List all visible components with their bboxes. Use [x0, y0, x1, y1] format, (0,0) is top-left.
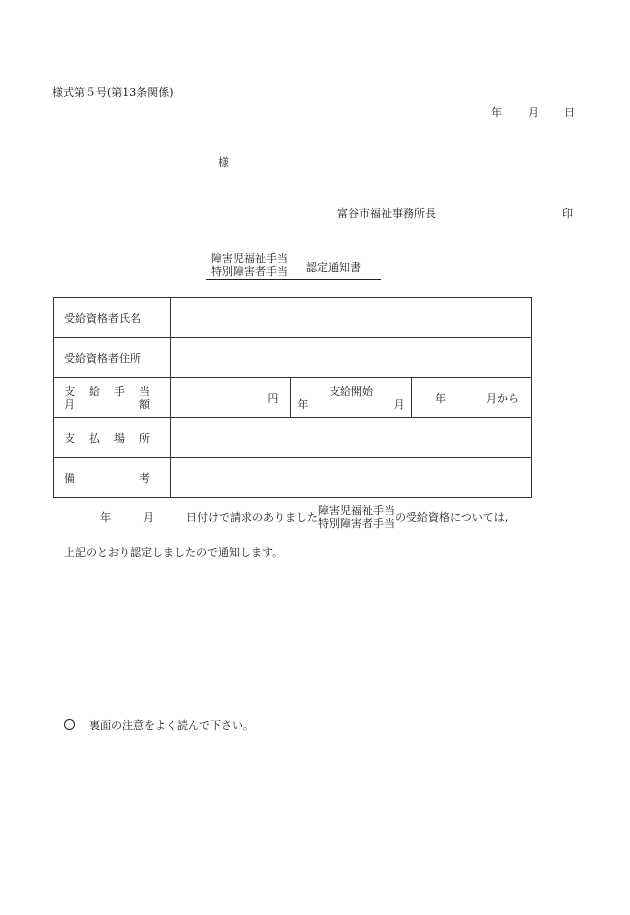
title-line1: 障害児福祉手当 — [211, 252, 288, 265]
notice-line2: 上記のとおり認定しましたので通知します。 — [64, 546, 284, 559]
certification-table — [53, 297, 532, 498]
label-monthly-amount: 支 給 手 当 月 額 — [54, 378, 171, 418]
notice-year: 年 — [100, 511, 111, 524]
date-year: 年 — [491, 106, 502, 119]
field-payment-place[interactable] — [171, 418, 532, 458]
label-start: 支給開始 年 月 — [291, 378, 411, 418]
row-recipient-address — [54, 338, 532, 378]
field-monthly-amount[interactable] — [171, 378, 291, 418]
row-remarks — [54, 458, 532, 498]
title-suffix: 認定通知書 — [306, 261, 361, 274]
label-payment-place: 支 払 場 所 — [54, 418, 171, 458]
start-month-from: 月から — [486, 391, 519, 405]
field-recipient-address[interactable] — [171, 338, 532, 378]
row-recipient-name — [54, 298, 532, 338]
label-remarks: 備 考 — [54, 458, 171, 498]
form-id: 様式第５号(第13条関係) — [52, 86, 174, 99]
label-recipient-name: 受給資格者氏名 — [54, 298, 171, 338]
document-title — [206, 252, 381, 280]
field-remarks[interactable] — [171, 458, 532, 498]
row-payment-place — [54, 418, 532, 458]
circle-bullet-icon — [64, 719, 75, 730]
seal-mark: 印 — [562, 207, 573, 220]
footer-text: 裏面の注意をよく読んで下さい。 — [89, 719, 254, 732]
notice-month: 月 — [143, 511, 154, 524]
notice-suffix: の受給資格については, — [395, 511, 509, 524]
field-recipient-name[interactable] — [171, 298, 532, 338]
notice-stack: 障害児福祉手当 特別障害者手当 — [318, 504, 395, 530]
title-line2: 特別障害者手当 — [211, 265, 288, 278]
yen-unit: 円 — [267, 391, 279, 405]
footer-note — [64, 717, 254, 733]
addressee-suffix: 様 — [218, 156, 229, 169]
label-recipient-address: 受給資格者住所 — [54, 338, 171, 378]
issuer: 富谷市福祉事務所長 — [337, 207, 436, 220]
field-start-date[interactable] — [411, 378, 531, 418]
start-year: 年 — [435, 391, 446, 405]
title-stack — [211, 252, 288, 278]
date-day: 日 — [564, 106, 575, 119]
notice-prefix: 日付けで請求のありました — [186, 511, 318, 524]
date-month: 月 — [528, 106, 539, 119]
notice-line1 — [100, 504, 508, 530]
row-monthly-amount — [54, 378, 532, 418]
